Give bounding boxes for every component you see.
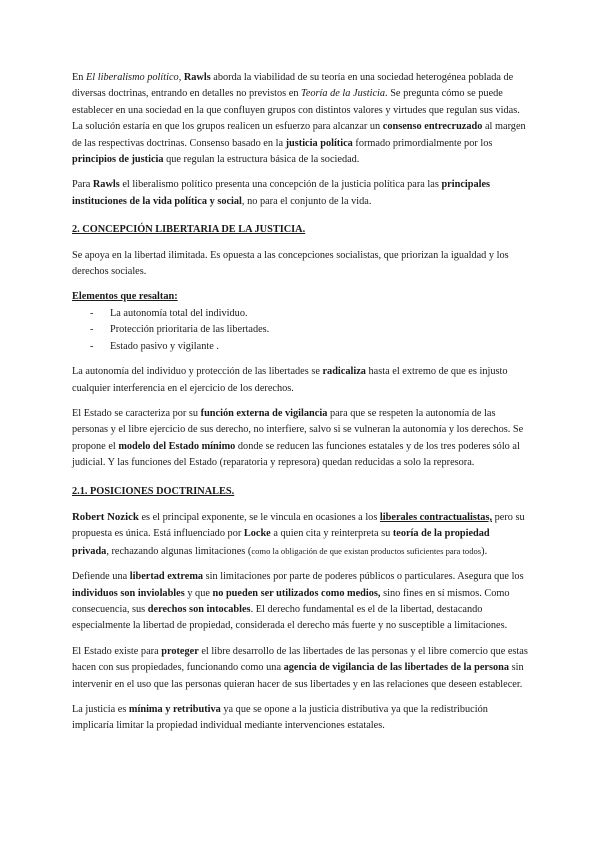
author-name: Robert Nozick [72,510,139,523]
author-name: Rawls [183,72,211,83]
text: y que [184,587,213,599]
bold-term: radicaliza [322,366,366,378]
elements-title: Elementos que resaltan: [72,291,178,303]
paragraph-rawls-intro [72,70,528,168]
text: . El derecho fundamental es el de la libertad, destacando especialmente la libertad de propiedad, considerada el derecho más fuerte y no susceptible a limitaciones. [72,603,508,632]
small-note: como la obligación de que existan productos suficientes para todos [251,545,482,556]
text: el libre desarrollo de las libertades de las personas y el libre comercio que estas hacen con sus propiedades, funcionando como una [72,645,528,674]
text: que regulan la estructura básica de la sociedad. [163,154,360,166]
text: donde se reducen las funciones estatales y de los tres poderes sólo al judicial. Y las funciones del Estado (reparatoria y represora) quedan reducidas a solo la represora. [72,440,520,469]
bold-term: libertad extrema [129,571,204,583]
bold-term: justicia política [285,137,353,149]
bold-term: principales instituciones de la vida política y social [72,179,491,207]
section-heading-2: 2. CONCEPCIÓN LIBERTARIA DE LA JUSTICIA. [72,224,306,236]
text: Para [72,179,93,191]
bold-term: modelo del Estado mínimo [118,440,236,452]
text: La justicia es [72,704,129,715]
text: para que se respeten la autonomía de las personas y el libre ejercicio de sus derecho, no interfiere, salvo si se vulneran la autonomía y los derechos. Se propone el [72,407,524,452]
text: hasta el extremo de que es injusto cualquier interferencia en el ejercicio de los derechos. [72,366,508,394]
paragraph-autonomy [72,364,528,397]
list-item: - Estado pasivo y vigilante . [72,339,528,355]
list-item: - Protección prioritaria de las libertades. [72,322,528,338]
text: sin intervenir en el uso que las personas quieran hacer de sus libertades y en las relaciones que deseen establecer. [72,662,524,690]
paragraph-rawls-liberalism [72,177,528,210]
paragraph-nozick [72,509,528,560]
paragraph-state-protect [72,644,528,693]
text: . Se pregunta cómo se puede establecer en una sociedad en la que confluyen grupos con distintos valores y virtudes que regulan sus vidas. La solución estaría en que los grupos realicen un esfuerzo para alcanzar un [72,88,520,133]
text: En [72,72,87,83]
paragraph-state-function [72,406,528,472]
text: a quien cita y reinterpreta su [270,528,393,540]
text: sin limitaciones por parte de poderes públicos o particulares. Asegura que los [203,571,524,583]
text: el liberalismo político presenta una concepción de la justicia política para las [119,179,442,191]
text: , [178,72,184,83]
paragraph-justice [72,702,528,735]
text: El Estado existe para [72,645,162,657]
text: es el principal exponente, se le vincula en ocasiones a los [138,511,380,523]
bold-term: consenso entrecruzado [382,121,483,133]
text: La autonomía del individuo y protección de las libertades se [72,366,323,378]
text: Defiende una [72,571,130,583]
book-title: El liberalismo político [86,72,179,83]
section-heading-2-1: 2.1. POSICIONES DOCTRINALES. [72,485,235,497]
author-name: Locke [243,528,271,540]
elements-list [72,306,528,355]
text: ya que se opone a la justicia distributiva ya que la redistribución implicaría limitar la propiedad individual mediante intervenciones estatales. [72,704,488,732]
bold-term: agencia de vigilancia de las libertades de la persona [283,662,509,674]
document-page [72,70,528,735]
bold-term: principios de justicia [72,154,164,166]
bold-term: no pueden ser utilizados como medios, [212,587,381,599]
bold-term: derechos son intocables [147,603,251,615]
text: al margen de las respectivas doctrinas. Consenso basado en la [72,121,526,149]
paragraph-extreme-liberty [72,569,528,635]
text: El Estado se caracteriza por su [72,407,201,419]
bold-term: teoría de la propiedad privada [72,528,490,557]
text: ). [481,545,488,557]
underlined-term: liberales contractualistas, [379,511,493,523]
text: pero su propuesta es única. Está influenciado por [72,511,525,540]
bold-term: función externa de vigilancia [200,407,328,419]
bold-term: individuos son inviolables [72,587,185,599]
bold-term: proteger [161,645,199,657]
list-item: - La autonomía total del individuo. [72,306,528,322]
text: aborda la viabilidad de su teoría en una sociedad heterogénea poblada de diversas doctrinas, entrando en detalles no previstos en [72,72,514,100]
text: formado primordialmente por los [352,137,493,149]
book-title: Teoría de la Justicia [301,88,386,100]
text: , no para el conjunto de la vida. [241,195,372,207]
text: sino fines en sí mismos. Como consecuencia, sus [72,587,510,615]
bold-term: mínima y retributiva [128,704,221,715]
author-name: Rawls [92,179,120,191]
text: , rechazando algunas limitaciones ( [106,545,252,557]
paragraph-libertarian-intro: Se apoya en la libertad ilimitada. Es opuesta a las concepciones socialistas, que priorizan la igualdad y los derechos sociales. [72,249,509,278]
